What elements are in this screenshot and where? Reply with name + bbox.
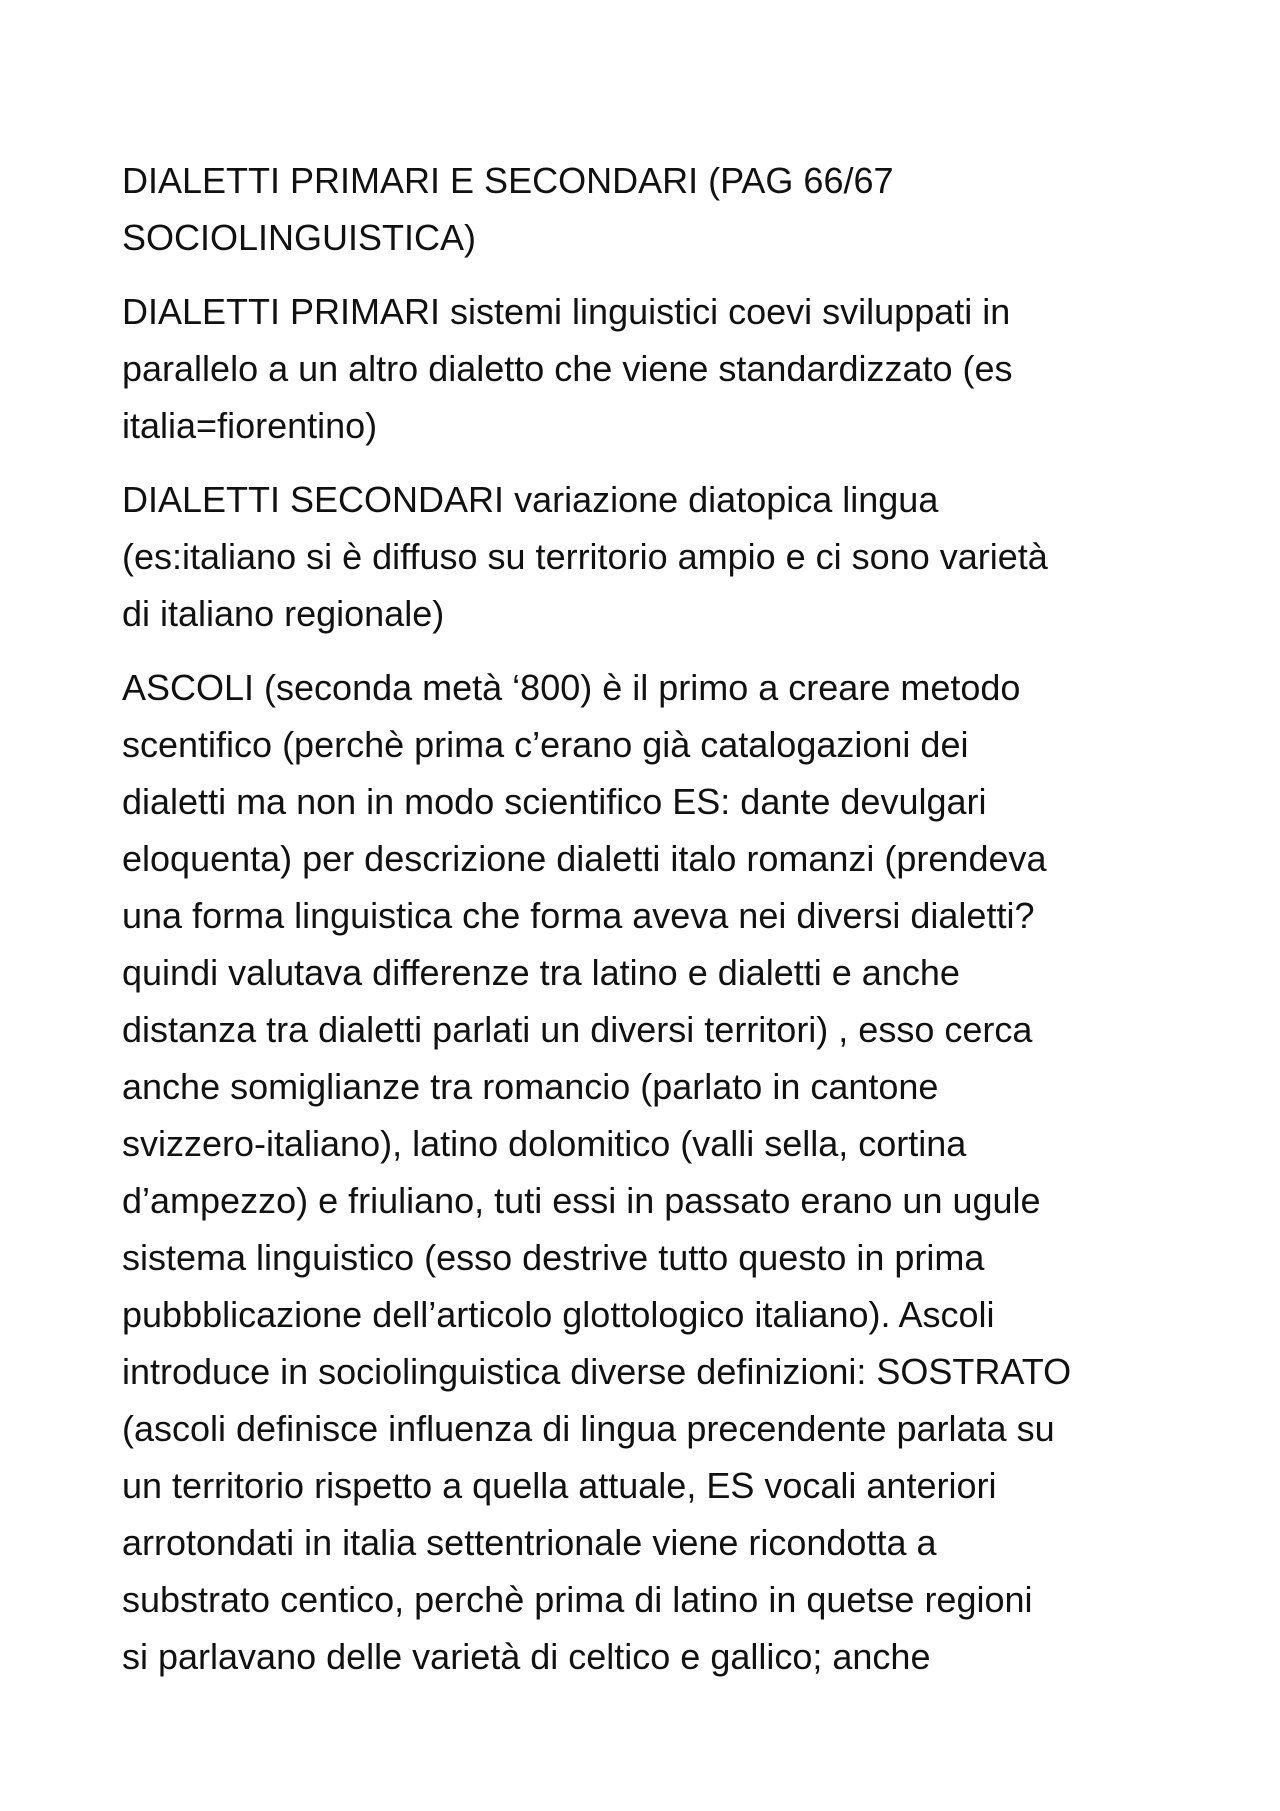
paragraph-dialetti-primari	[122, 283, 1182, 454]
text-line: pubbblicazione dell’articolo glottologico italiano). Ascoli	[122, 1294, 995, 1335]
text-line: substrato centico, perchè prima di latino in quetse regioni	[122, 1579, 1033, 1620]
text-line: parallelo a un altro dialetto che viene standardizzato (es	[122, 348, 1013, 389]
text-line: introduce in sociolinguistica diverse definizioni: SOSTRATO	[122, 1351, 1072, 1392]
text-line: sistema linguistico (esso destrive tutto questo in prima	[122, 1237, 985, 1278]
text-line: ASCOLI (seconda metà ‘800) è il primo a creare metodo	[122, 667, 1021, 708]
text-line: dialetti ma non in modo scientifico ES: dante devulgari	[122, 781, 987, 822]
document-page	[122, 152, 1182, 1702]
paragraph-dialetti-secondari	[122, 471, 1182, 642]
text-line: DIALETTI PRIMARI sistemi linguistici coevi sviluppati in	[122, 291, 1011, 332]
text-line: un territorio rispetto a quella attuale, ES vocali anteriori	[122, 1465, 997, 1506]
text-line: distanza tra dialetti parlati un diversi territori) , esso cerca	[122, 1009, 1033, 1050]
text-line: (es:italiano si è diffuso su territorio ampio e ci sono varietà	[122, 536, 1048, 577]
text-line: d’ampezzo) e friuliano, tuti essi in passato erano un ugule	[122, 1180, 1041, 1221]
text-line: anche somiglianze tra romancio (parlato in cantone	[122, 1066, 939, 1107]
text-line: si parlavano delle varietà di celtico e gallico; anche	[122, 1636, 931, 1677]
text-line: arrotondati in italia settentrionale viene ricondotta a	[122, 1522, 937, 1563]
heading-dialetti-primari-secondari	[122, 152, 1182, 266]
text-line: una forma linguistica che forma aveva nei diversi dialetti?	[122, 895, 1035, 936]
paragraph-ascoli	[122, 659, 1182, 1685]
text-line: italia=fiorentino)	[122, 405, 378, 446]
text-line: eloquenta) per descrizione dialetti italo romanzi (prendeva	[122, 838, 1047, 879]
text-line: quindi valutava differenze tra latino e dialetti e anche	[122, 952, 960, 993]
text-line: (ascoli definisce influenza di lingua precendente parlata su	[122, 1408, 1055, 1449]
text-line: DIALETTI PRIMARI E SECONDARI (PAG 66/67	[122, 160, 894, 201]
text-line: scentifico (perchè prima c’erano già catalogazioni dei	[122, 724, 969, 765]
text-line: SOCIOLINGUISTICA)	[122, 217, 477, 258]
text-line: svizzero-italiano), latino dolomitico (valli sella, cortina	[122, 1123, 967, 1164]
text-line: di italiano regionale)	[122, 593, 445, 634]
text-line: DIALETTI SECONDARI variazione diatopica lingua	[122, 479, 939, 520]
